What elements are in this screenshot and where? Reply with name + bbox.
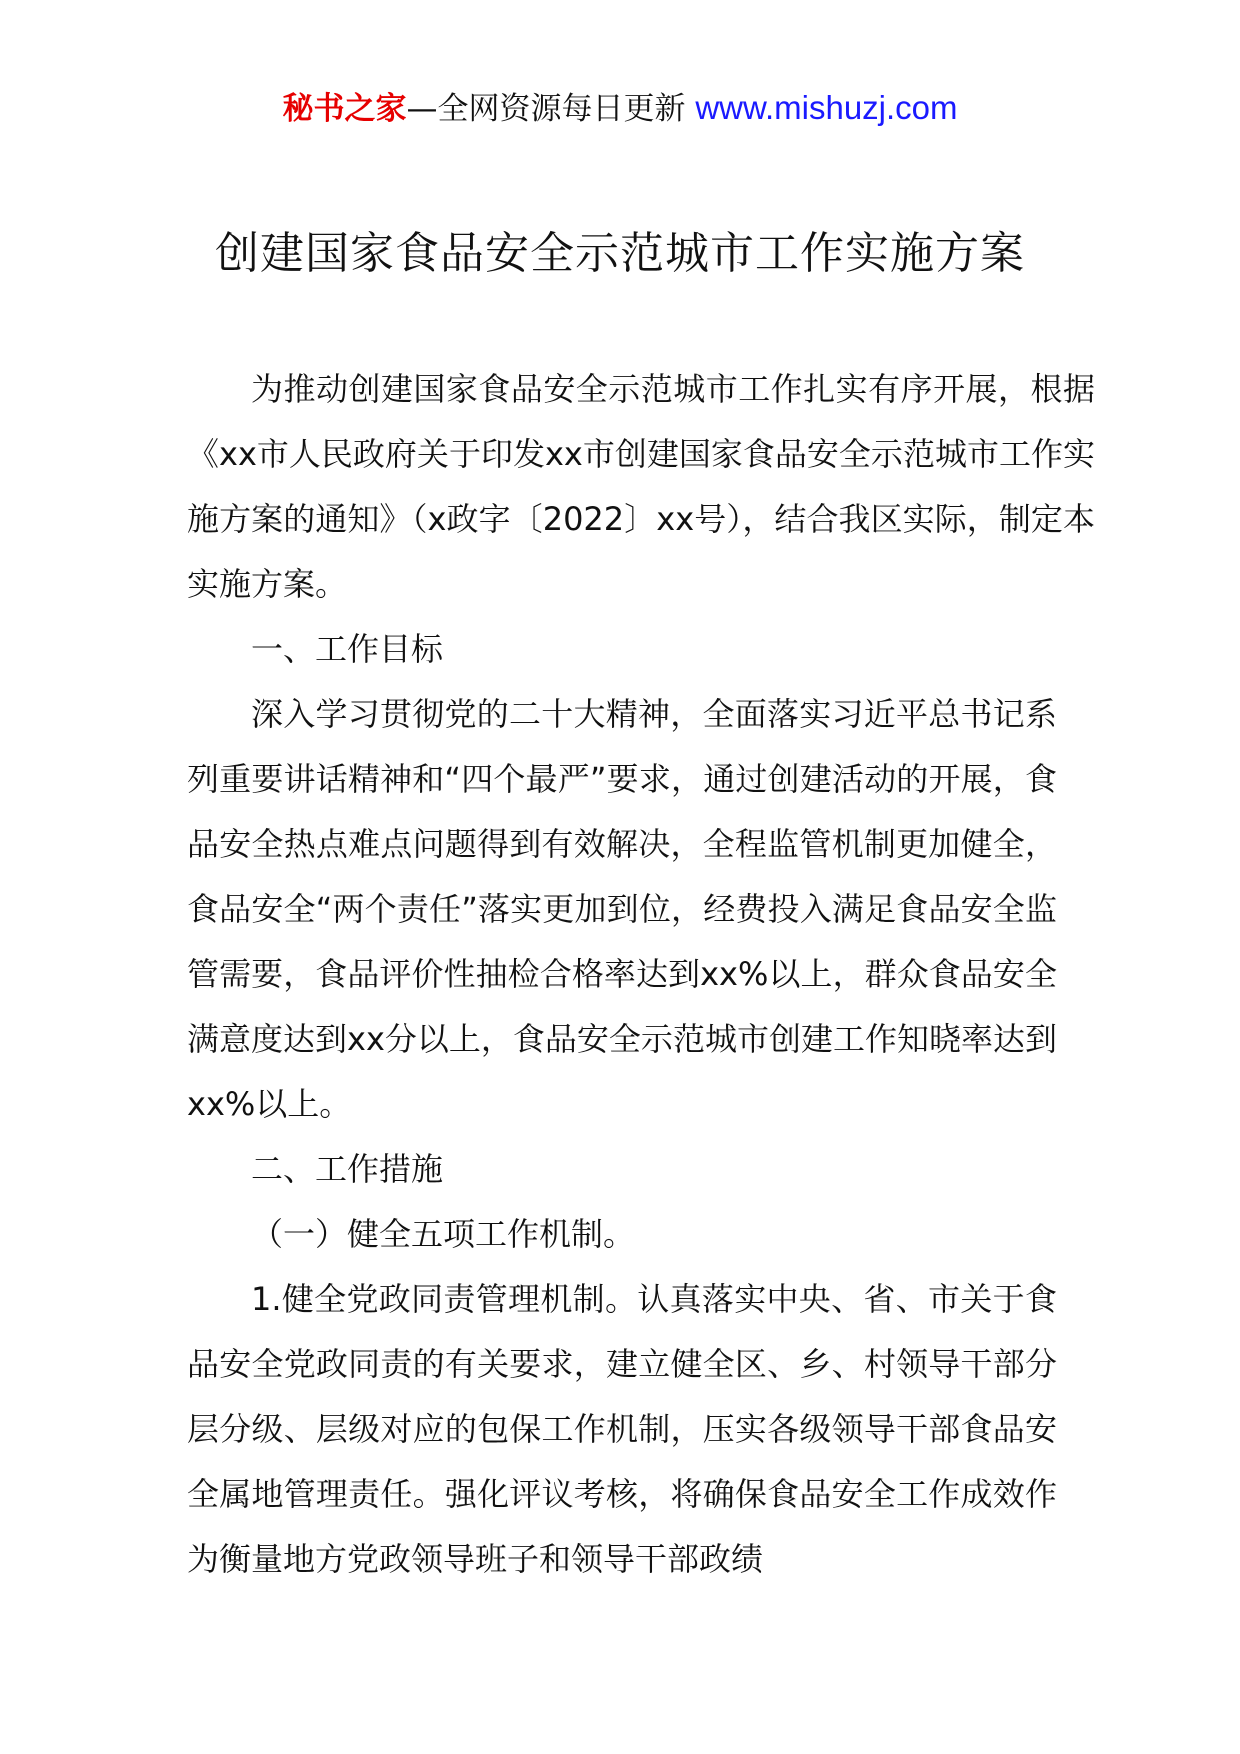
brand-name: 秘书之家 [282, 91, 407, 127]
section-heading-measures: 二、工作措施 [251, 1150, 444, 1188]
document-body [187, 357, 1095, 1592]
site-header [0, 86, 1240, 131]
paragraph-mechanism-1: 1.健全党政同责管理机制。认真落实中央、省、市关于食品安全党政同责的有关要求，建立健全区、乡、村领导干部分层分级、层级对应的包保工作机制，压实各级领导干部食品安全属地管理责任。强化评议考核，将确保食品安全工作成效作为衡量地方党政领导班子和领导干部政绩 [187, 1280, 1057, 1578]
paragraph-goals: 深入学习贯彻党的二十大精神，全面落实习近平总书记系列重要讲话精神和“四个最严”要求，通过创建活动的开展，食品安全热点难点问题得到有效解决，全程监管机制更加健全，食品安全“两个责任”落实更加到位，经费投入满足食品安全监管需要，食品评价性抽检合格率达到xx%以上，群众食品安全满意度达到xx分以上，食品安全示范城市创建工作知晓率达到xx%以上。 [187, 695, 1057, 1123]
subsection-heading-mechanisms: （一）健全五项工作机制。 [251, 1215, 636, 1253]
section-heading-goals: 一、工作目标 [251, 630, 444, 668]
document-title: 创建国家食品安全示范城市工作实施方案 [215, 228, 1025, 279]
site-url-link[interactable]: www.mishuzj.com [695, 89, 958, 126]
header-tagline: —全网资源每日更新 [406, 91, 686, 127]
paragraph-intro: 为推动创建国家食品安全示范城市工作扎实有序开展，根据《xx市人民政府关于印发xx市创建国家食品安全示范城市工作实施方案的通知》（x政字〔2022〕xx号），结合我区实际，制定本实施方案。 [187, 370, 1095, 603]
